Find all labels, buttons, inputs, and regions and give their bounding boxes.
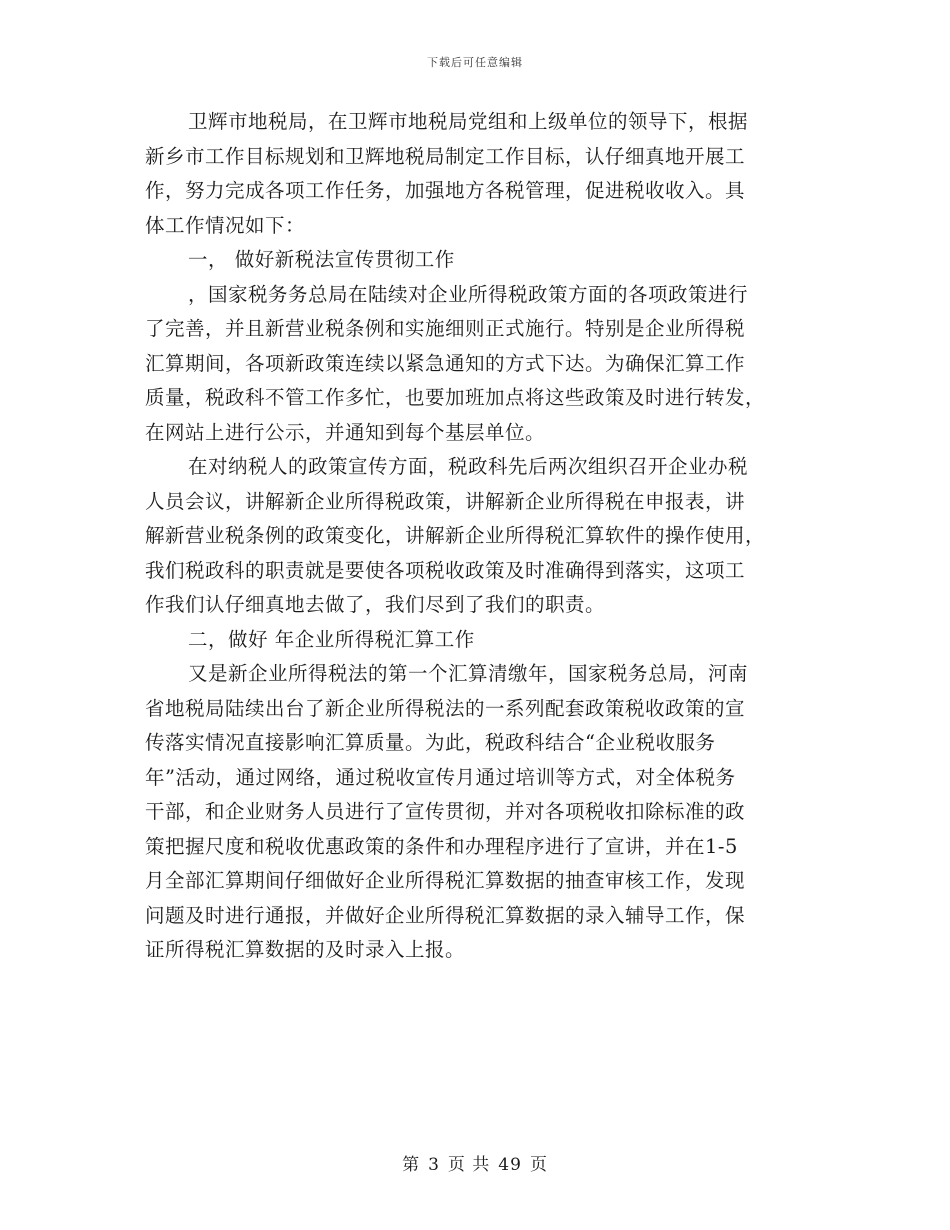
footer-suffix: 页 (529, 1155, 548, 1175)
text-line: 了完善，并且新营业税条例和实施细则正式施行。特别是企业所得税 (145, 317, 746, 340)
text-line: 年”活动，通过网络，通过税收宣传月通过培训等方式，对全体税务 (145, 765, 736, 789)
text-line: 我们税政科的职责就是要使各项税收政策及时准确得到落实，这项工 (145, 558, 746, 582)
document-body (145, 105, 805, 968)
text-line: 月全部汇算期间仔细做好企业所得税汇算数据的抽查审核工作，发现 (145, 869, 746, 892)
text-line: 质量，税政科不管工作多忙，也要加班加点将这些政策及时进行转发， (145, 386, 766, 409)
text-line: 策把握尺度和税收优惠政策的条件和办理程序进行了宣讲，并在1-5 (145, 834, 738, 858)
text-line: 又是新企业所得税法的第一个汇算清缴年，国家税务总局，河南 (188, 662, 749, 685)
text-line: 人员会议，讲解新企业所得税政策，讲解新企业所得税在申报表，讲 (145, 489, 746, 513)
text-line: 干部，和企业财务人员进行了宣传贯彻，并对各项税收扣除标准的政 (145, 800, 746, 823)
text-line: 证所得税汇算数据的及时录入上报。 (145, 938, 466, 961)
section-heading: 二，做好 年企业所得税汇算工作 (188, 627, 475, 651)
text-line: 作，努力完成各项工作任务，加强地方各税管理，促进税收收入。具 (145, 179, 746, 202)
text-line: 解新营业税条例的政策变化，讲解新企业所得税汇算软件的操作使用， (145, 524, 766, 547)
footer-middle: 页 共 (447, 1155, 491, 1175)
text-line: 新乡市工作目标规划和卫辉地税局制定工作目标，认仔细真地开展工 (145, 144, 746, 168)
text-line: 传落实情况直接影响汇算质量。为此，税政科结合“企业税收服务 (145, 731, 716, 754)
current-page-number: 3 (428, 1155, 440, 1175)
total-page-count: 49 (498, 1155, 522, 1175)
text-line: 作我们认仔细真地去做了，我们尽到了我们的职责。 (145, 593, 606, 616)
text-line: 在网站上进行公示，并通知到每个基层单位。 (145, 420, 546, 444)
footer-prefix: 第 (402, 1155, 421, 1175)
text-line: 汇算期间，各项新政策连续以紧急通知的方式下达。为确保汇算工作 (145, 351, 746, 375)
text-line: 体工作情况如下： (145, 213, 306, 237)
text-line: 问题及时进行通报，并做好企业所得税汇算数据的录入辅导工作，保 (145, 903, 746, 927)
text-line: 在对纳税人的政策宣传方面，税政科先后两次组织召开企业办税 (188, 455, 749, 478)
page-header-note: 下载后可任意编辑 (427, 56, 523, 69)
text-line: 省地税局陆续出台了新企业所得税法的一系列配套政策税收政策的宣 (145, 696, 746, 720)
text-line: 卫辉市地税局，在卫辉市地税局党组和上级单位的领导下，根据 (188, 110, 749, 133)
section-heading: 一， 做好新税法宣传贯彻工作 (188, 248, 455, 271)
page-number-footer (0, 1150, 950, 1175)
text-line: ，国家税务务总局在陆续对企业所得税政策方面的各项政策进行 (188, 282, 749, 306)
